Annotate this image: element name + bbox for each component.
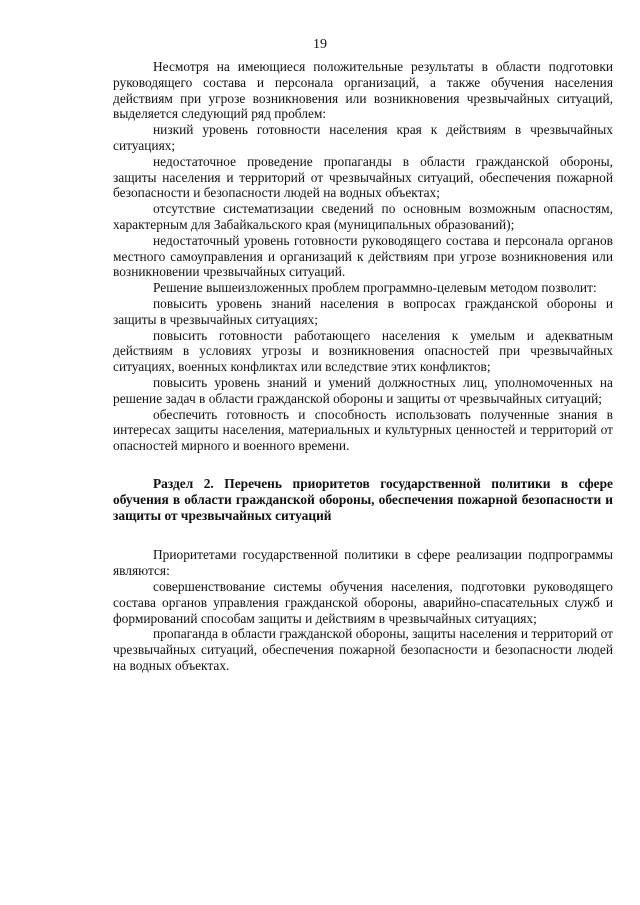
problem-item: низкий уровень готовности населения края к действиям в чрезвычайных ситуациях; [113,122,613,153]
solution-item: повысить уровень знаний и умений должностных лиц, уполномоченных на решение задач в области гражданской обороны и защиты от чрезвычайных ситуаций; [113,374,613,406]
paragraph-priorities: Приоритетами государственной политики в сфере реализации подпрограммы являются: [113,547,613,579]
solution-item: обеспечить готовность и способность использовать полученные знания в интересах защиты населения, материальных и культурных ценностей и территорий от опасностей мирного и военного времени. [113,406,613,454]
page-number: 19 [313,37,327,52]
problem-item: недостаточное проведение пропаганды в области гражданской обороны, защиты населения и территорий от чрезвычайных ситуаций, обеспечения пожарной безопасности и безопасности людей на водных объектах; [113,153,613,201]
solution-item: повысить готовности работающего населения к умелым и адекватным действиям в условиях угрозы и возникновения опасностей при чрезвычайных ситуациях, военных конфликтах или вследствие этих конфликтов; [113,327,613,375]
problem-item: отсутствие систематизации сведений по основным возможным опасностям, характерным для Забайкальского края (муниципальных образований); [113,201,613,232]
paragraph-solution: Решение вышеизложенных проблем программно-целевым методом позволит: [153,280,597,296]
problem-item: недостаточный уровень готовности руководящего состава и персонала органов местного самоуправления и организаций к действиям при угрозе возникновения или возникновении чрезвычайных ситуаций. [113,232,613,280]
priority-item: совершенствование системы обучения населения, подготовки руководящего состава органов управления гражданской обороны, аварийно-спасательных служб и формирований способам защиты и действиям в чрезвычайных ситуациях; [113,578,613,626]
document-body [113,59,613,674]
solution-item: повысить уровень знаний населения в вопросах гражданской обороны и защиты в чрезвычайных ситуациях; [113,295,613,327]
paragraph-intro: Несмотря на имеющиеся положительные результаты в области подготовки руководящего состава и персонала организаций, а также обучения населения действиям при угрозе возникновения или возникновения чрезвычайных ситуаций, выделяется следующий ряд проблем: [113,59,613,122]
section-heading: Раздел 2. Перечень приоритетов государственной политики в сфере обучения в области гражданской обороны, обеспечения пожарной безопасности и защиты от чрезвычайных ситуаций [113,475,613,523]
priority-item: пропаганда в области гражданской обороны, защиты населения и территорий от чрезвычайных ситуаций, обеспечения пожарной безопасности и безопасности людей на водных объектах. [113,626,613,673]
